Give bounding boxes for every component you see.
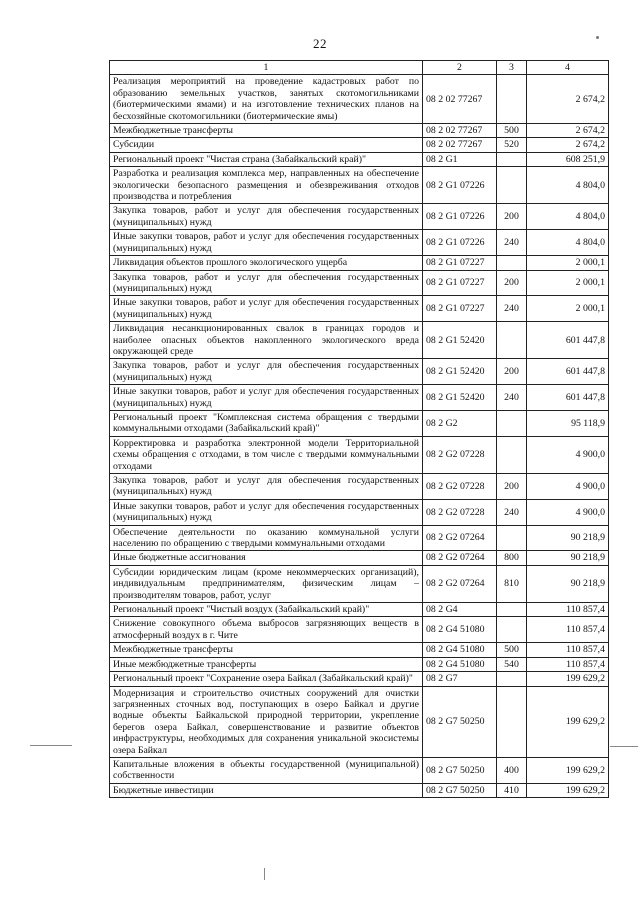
table-row	[110, 256, 609, 270]
row-type-cell: 240	[497, 499, 527, 525]
row-type-cell: 500	[497, 124, 527, 138]
row-sum-cell: 2 674,2	[527, 75, 609, 124]
row-code-cell: 08 2 G2 07264	[423, 525, 497, 551]
row-name-cell: Модернизация и строительство очистных сооружений для очистки загрязненных сточных вод, поступающих в озеро Байкал и другие водные объекты Байкальской природной территории, укрепление берегов озера Байкал, совершенствование и развитие объектов инфраструктуры, необходимых для сохранения уникальной экосистемы озера Байкал	[110, 686, 423, 757]
row-sum-cell: 199 629,2	[527, 686, 609, 757]
row-sum-cell: 2 674,2	[527, 138, 609, 152]
row-type-cell: 410	[497, 783, 527, 797]
row-name-cell: Субсидии	[110, 138, 423, 152]
row-code-cell: 08 2 G2 07228	[423, 436, 497, 473]
scan-artifact-right-line	[610, 746, 638, 747]
scan-artifact-left-line	[30, 745, 72, 746]
row-sum-cell: 110 857,4	[527, 643, 609, 657]
table-row	[110, 436, 609, 473]
row-name-cell: Региональный проект "Сохранение озера Байкал (Забайкальский край)"	[110, 672, 423, 686]
row-code-cell: 08 2 G4	[423, 603, 497, 617]
row-type-cell	[497, 686, 527, 757]
row-sum-cell: 90 218,9	[527, 565, 609, 602]
row-type-cell	[497, 322, 527, 359]
row-type-cell	[497, 152, 527, 166]
row-sum-cell: 601 447,8	[527, 359, 609, 385]
row-code-cell: 08 2 G7	[423, 672, 497, 686]
table-row	[110, 270, 609, 296]
row-type-cell: 240	[497, 296, 527, 322]
row-type-cell: 540	[497, 657, 527, 671]
table-row	[110, 499, 609, 525]
row-code-cell: 08 2 G7 50250	[423, 783, 497, 797]
row-type-cell	[497, 672, 527, 686]
row-type-cell: 520	[497, 138, 527, 152]
table-row	[110, 296, 609, 322]
row-type-cell: 240	[497, 230, 527, 256]
row-sum-cell: 2 000,1	[527, 296, 609, 322]
row-type-cell	[497, 617, 527, 643]
table-row	[110, 359, 609, 385]
row-code-cell: 08 2 G4 51080	[423, 643, 497, 657]
row-name-cell: Иные закупки товаров, работ и услуг для обеспечения государственных (муниципальных) нужд	[110, 230, 423, 256]
table-row	[110, 686, 609, 757]
row-sum-cell: 4 804,0	[527, 204, 609, 230]
table-row	[110, 474, 609, 500]
table-row	[110, 565, 609, 602]
row-name-cell: Закупка товаров, работ и услуг для обеспечения государственных (муниципальных) нужд	[110, 359, 423, 385]
row-type-cell	[497, 75, 527, 124]
row-sum-cell: 608 251,9	[527, 152, 609, 166]
row-name-cell: Межбюджетные трансферты	[110, 124, 423, 138]
row-code-cell: 08 2 G2	[423, 410, 497, 436]
table-row	[110, 322, 609, 359]
row-name-cell: Ликвидация объектов прошлого экологического ущерба	[110, 256, 423, 270]
header-row	[110, 61, 609, 75]
row-sum-cell: 199 629,2	[527, 783, 609, 797]
table-row	[110, 617, 609, 643]
row-sum-cell: 4 900,0	[527, 499, 609, 525]
row-code-cell: 08 2 G1 07227	[423, 256, 497, 270]
table-row	[110, 230, 609, 256]
row-sum-cell: 95 118,9	[527, 410, 609, 436]
table-body	[110, 75, 609, 798]
row-name-cell: Обеспечение деятельности по оказанию коммунальной услуги населению по обращению с твердыми коммунальными отходами	[110, 525, 423, 551]
row-sum-cell: 4 804,0	[527, 167, 609, 204]
column-header-4: 4	[527, 61, 609, 75]
scan-artifact-dot	[596, 36, 599, 39]
row-sum-cell: 2 674,2	[527, 124, 609, 138]
row-sum-cell: 90 218,9	[527, 551, 609, 565]
table-row	[110, 385, 609, 411]
row-code-cell: 08 2 G1 52420	[423, 322, 497, 359]
row-code-cell: 08 2 G1 07226	[423, 167, 497, 204]
row-sum-cell: 601 447,8	[527, 322, 609, 359]
row-type-cell: 200	[497, 474, 527, 500]
table-row	[110, 551, 609, 565]
page-number: 22	[313, 36, 327, 51]
table-row	[110, 657, 609, 671]
row-sum-cell: 110 857,4	[527, 617, 609, 643]
row-name-cell: Региональный проект "Чистая страна (Забайкальский край)"	[110, 152, 423, 166]
column-header-3: 3	[497, 61, 527, 75]
table-row	[110, 167, 609, 204]
row-name-cell: Иные закупки товаров, работ и услуг для обеспечения государственных (муниципальных) нужд	[110, 385, 423, 411]
row-code-cell: 08 2 G1 07227	[423, 296, 497, 322]
row-type-cell: 200	[497, 359, 527, 385]
row-code-cell: 08 2 G7 50250	[423, 686, 497, 757]
row-type-cell: 240	[497, 385, 527, 411]
table-row	[110, 152, 609, 166]
table-row	[110, 138, 609, 152]
row-name-cell: Иные бюджетные ассигнования	[110, 551, 423, 565]
row-code-cell: 08 2 02 77267	[423, 124, 497, 138]
row-code-cell: 08 2 02 77267	[423, 138, 497, 152]
row-type-cell: 200	[497, 270, 527, 296]
row-name-cell: Иные межбюджетные трансферты	[110, 657, 423, 671]
row-code-cell: 08 2 G1 52420	[423, 385, 497, 411]
table-row	[110, 672, 609, 686]
row-code-cell: 08 2 G1 07226	[423, 230, 497, 256]
row-sum-cell: 199 629,2	[527, 672, 609, 686]
scan-artifact-bottom-tick	[264, 868, 265, 880]
row-type-cell: 810	[497, 565, 527, 602]
table-row	[110, 204, 609, 230]
row-type-cell: 800	[497, 551, 527, 565]
row-sum-cell: 601 447,8	[527, 385, 609, 411]
row-sum-cell: 4 900,0	[527, 436, 609, 473]
row-name-cell: Закупка товаров, работ и услуг для обеспечения государственных (муниципальных) нужд	[110, 204, 423, 230]
row-name-cell: Снижение совокупного объема выбросов загрязняющих веществ в атмосферный воздух в г. Чите	[110, 617, 423, 643]
row-code-cell: 08 2 G2 07264	[423, 551, 497, 565]
row-sum-cell: 90 218,9	[527, 525, 609, 551]
row-code-cell: 08 2 G1 52420	[423, 359, 497, 385]
row-sum-cell: 110 857,4	[527, 603, 609, 617]
row-name-cell: Иные закупки товаров, работ и услуг для обеспечения государственных (муниципальных) нужд	[110, 499, 423, 525]
row-code-cell: 08 2 G2 07228	[423, 474, 497, 500]
row-name-cell: Региональный проект "Чистый воздух (Забайкальский край)"	[110, 603, 423, 617]
row-name-cell: Региональный проект "Комплексная система обращения с твердыми коммунальными отходами (Забайкальский край)"	[110, 410, 423, 436]
budget-table	[109, 60, 609, 798]
column-header-1: 1	[110, 61, 423, 75]
table-row	[110, 525, 609, 551]
row-name-cell: Капитальные вложения в объекты государственной (муниципальной) собственности	[110, 757, 423, 783]
row-code-cell: 08 2 G4 51080	[423, 657, 497, 671]
row-name-cell: Бюджетные инвестиции	[110, 783, 423, 797]
row-name-cell: Корректировка и разработка электронной модели Территориальной схемы обращения с отходами, в том числе с твердыми коммунальными отходами	[110, 436, 423, 473]
row-code-cell: 08 2 G4 51080	[423, 617, 497, 643]
row-sum-cell: 4 804,0	[527, 230, 609, 256]
table-row	[110, 603, 609, 617]
row-name-cell: Закупка товаров, работ и услуг для обеспечения государственных (муниципальных) нужд	[110, 474, 423, 500]
row-sum-cell: 4 900,0	[527, 474, 609, 500]
row-type-cell	[497, 167, 527, 204]
row-code-cell: 08 2 G1	[423, 152, 497, 166]
column-header-2: 2	[423, 61, 497, 75]
row-type-cell: 400	[497, 757, 527, 783]
table-row	[110, 410, 609, 436]
row-code-cell: 08 2 G2 07264	[423, 565, 497, 602]
row-name-cell: Реализация мероприятий на проведение кадастровых работ по образованию земельных участков, занятых скотомогильниками (биотермическими ямами) и на изготовление технических планов на бесхозяйные скотомогильники (биотермические ямы)	[110, 75, 423, 124]
row-name-cell: Субсидии юридическим лицам (кроме некоммерческих организаций), индивидуальным предпринимателям, физическим лицам – производителям товаров, работ, услуг	[110, 565, 423, 602]
row-sum-cell: 199 629,2	[527, 757, 609, 783]
row-sum-cell: 2 000,1	[527, 270, 609, 296]
row-name-cell: Ликвидация несанкционированных свалок в границах городов и наиболее опасных объектов накопленного экологического вреда окружающей среде	[110, 322, 423, 359]
row-name-cell: Межбюджетные трансферты	[110, 643, 423, 657]
row-name-cell: Закупка товаров, работ и услуг для обеспечения государственных (муниципальных) нужд	[110, 270, 423, 296]
table-row	[110, 643, 609, 657]
row-type-cell	[497, 436, 527, 473]
row-code-cell: 08 2 G1 07226	[423, 204, 497, 230]
row-code-cell: 08 2 G2 07228	[423, 499, 497, 525]
table-row	[110, 757, 609, 783]
row-code-cell: 08 2 G7 50250	[423, 757, 497, 783]
row-sum-cell: 2 000,1	[527, 256, 609, 270]
table-row	[110, 783, 609, 797]
table-row	[110, 124, 609, 138]
row-name-cell: Иные закупки товаров, работ и услуг для обеспечения государственных (муниципальных) нужд	[110, 296, 423, 322]
row-type-cell	[497, 603, 527, 617]
row-type-cell: 200	[497, 204, 527, 230]
row-type-cell: 500	[497, 643, 527, 657]
row-type-cell	[497, 256, 527, 270]
table-row	[110, 75, 609, 124]
row-sum-cell: 110 857,4	[527, 657, 609, 671]
row-name-cell: Разработка и реализация комплекса мер, направленных на обеспечение экологически безопасного размещения и обезвреживания отходов производства и потребления	[110, 167, 423, 204]
row-type-cell	[497, 525, 527, 551]
row-code-cell: 08 2 02 77267	[423, 75, 497, 124]
row-code-cell: 08 2 G1 07227	[423, 270, 497, 296]
row-type-cell	[497, 410, 527, 436]
